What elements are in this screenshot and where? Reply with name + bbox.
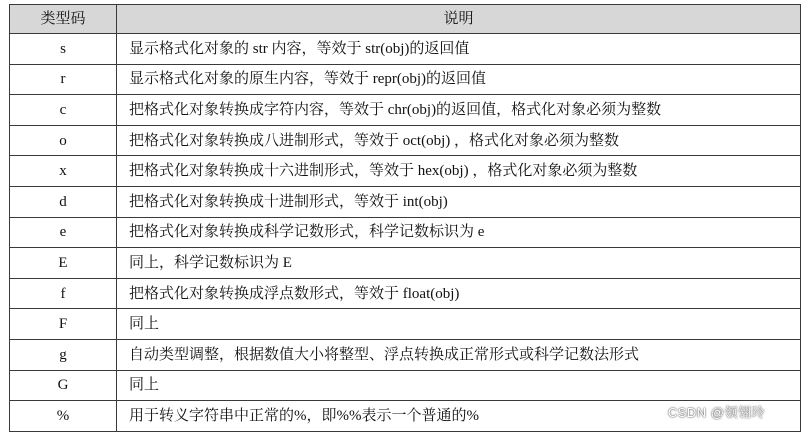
type-code-cell: f (10, 278, 117, 309)
table-row (10, 339, 801, 370)
table-row (10, 95, 801, 126)
description-cell: 同上，科学记数标识为 E (117, 248, 801, 279)
description-cell: 显示格式化对象的原生内容，等效于 repr(obj)的返回值 (117, 64, 801, 95)
table-row (10, 309, 801, 340)
description-cell: 自动类型调整，根据数值大小将整型、浮点转换成正常形式或科学记数法形式 (117, 339, 801, 370)
description-cell: 把格式化对象转换成十六进制形式，等效于 hex(obj) ，格式化对象必须为整数 (117, 156, 801, 187)
type-code-cell: F (10, 309, 117, 340)
table-row (10, 217, 801, 248)
type-code-cell: s (10, 34, 117, 65)
csdn-watermark: CSDN @领翎玲 (667, 405, 765, 420)
header-description: 说明 (117, 5, 801, 34)
table-row (10, 34, 801, 65)
description-cell: 同上 (117, 309, 801, 340)
type-code-cell: r (10, 64, 117, 95)
type-code-cell: G (10, 370, 117, 401)
type-code-cell: E (10, 248, 117, 279)
table-row (10, 248, 801, 279)
description-cell: 把格式化对象转换成科学记数形式，科学记数标识为 e (117, 217, 801, 248)
type-code-cell: c (10, 95, 117, 126)
type-code-cell: e (10, 217, 117, 248)
table-row (10, 156, 801, 187)
description-cell: 同上 (117, 370, 801, 401)
table-row (10, 64, 801, 95)
table-row (10, 278, 801, 309)
format-type-table (9, 4, 801, 432)
format-type-table-container (9, 4, 800, 432)
table-row (10, 186, 801, 217)
description-cell: 把格式化对象转换成浮点数形式，等效于 float(obj) (117, 278, 801, 309)
type-code-cell: % (10, 401, 117, 432)
header-type-code: 类型码 (10, 5, 117, 34)
description-cell: 把格式化对象转换成十进制形式，等效于 int(obj) (117, 186, 801, 217)
type-code-cell: x (10, 156, 117, 187)
type-code-cell: d (10, 186, 117, 217)
table-header-row (10, 5, 801, 34)
description-cell: 用于转义字符串中正常的%，即%%表示一个普通的% (117, 401, 801, 432)
description-cell: 把格式化对象转换成字符内容，等效于 chr(obj)的返回值，格式化对象必须为整数 (117, 95, 801, 126)
type-code-cell: o (10, 125, 117, 156)
table-row (10, 125, 801, 156)
description-cell: 显示格式化对象的 str 内容，等效于 str(obj)的返回值 (117, 34, 801, 65)
table-row (10, 370, 801, 401)
description-cell: 把格式化对象转换成八进制形式，等效于 oct(obj) ，格式化对象必须为整数 (117, 125, 801, 156)
type-code-cell: g (10, 339, 117, 370)
